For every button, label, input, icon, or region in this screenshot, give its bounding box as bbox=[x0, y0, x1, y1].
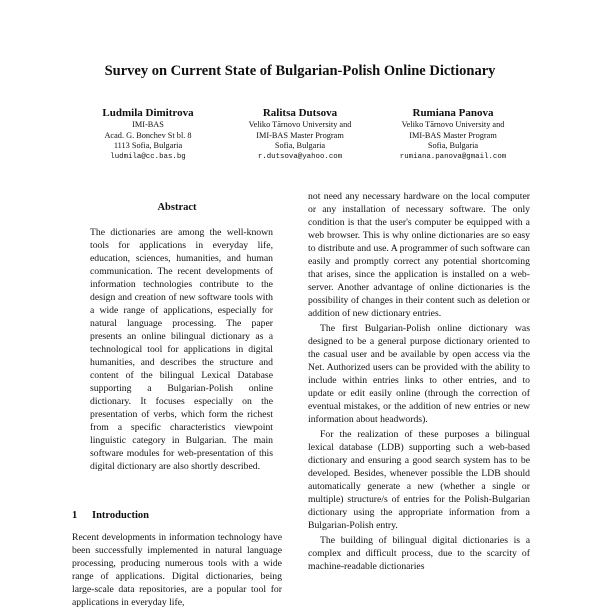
right-column bbox=[308, 190, 530, 573]
body-paragraph: The first Bulgarian-Polish online dictionary was designed to be a general purpose dictionary oriented to the casual user and be available by open access via the Net. Authorized users can be provided with the ability to include within entries links to other entries, and to update or edit easily online (through the correction of eventual mistakes, or the addition of new entries or new information about headwords). bbox=[308, 323, 530, 425]
body-paragraph: For the realization of these purposes a bilingual lexical database (LDB) supporting such a web-based dictionary and ensuring a good search system has to be developed. Besides, whenever possible the LDB should automatically generate a new (whether a single or multiple) structure/s of entries for the Polish-Bulgarian dictionary using the appropriate information from a Bulgarian-Polish entry. bbox=[308, 429, 530, 531]
author-program: IMI-BAS Master Program bbox=[256, 130, 344, 140]
author-email[interactable]: ludmila@cc.bas.bg bbox=[110, 152, 186, 161]
author-block-3 bbox=[363, 106, 543, 162]
author-affiliation: IMI-BAS bbox=[132, 120, 164, 129]
abstract-heading: Abstract bbox=[157, 202, 197, 213]
author-city: Sofia, Bulgaria bbox=[427, 141, 479, 150]
body-paragraph: The building of bilingual digital dictionaries is a complex and difficult process, due to the scarcity of machine-readable dictionaries bbox=[308, 535, 530, 572]
paper-title: Survey on Current State of Bulgarian-Polish Online Dictionary bbox=[104, 63, 496, 79]
section-number: 1 bbox=[72, 510, 78, 521]
intro-paragraph: Recent developments in information technology have been successfully implemented in natural language processing, producing numerous tools with a wide range of applications. Digital dictionaries, being large-scale data repositories, are a popular tool for applications in everyday life, bbox=[72, 532, 282, 608]
author-name: Ludmila Dimitrova bbox=[102, 107, 194, 119]
section-heading bbox=[72, 510, 149, 521]
author-city: Sofia, Bulgaria bbox=[274, 141, 326, 150]
author-city: 1113 Sofia, Bulgaria bbox=[113, 141, 183, 150]
body-paragraph: not need any necessary hardware on the local computer or any installation of necessary software. The only condition is that the user's computer be equipped with a web browser. This is why online dictionaries are so easy to distribute and use. A programmer of such software can easily and promptly correct any potential shortcoming that arises, since the application is installed on a web-server. Another advantage of online dictionaries is the possibility of changes in their content such as deletion or addition of new dictionary entries. bbox=[308, 191, 530, 319]
author-affiliation: Veliko Tārnovo University and bbox=[401, 120, 505, 129]
author-affiliation: Veliko Tārnovo University and bbox=[248, 120, 352, 129]
author-address: Acad. G. Bonchev St bl. 8 bbox=[104, 130, 192, 140]
author-name: Ralitsa Dutsova bbox=[262, 107, 338, 119]
abstract-text: The dictionaries are among the well-known tools for applications in everyday life, education, sciences, humanities, and human communication. The recent developments of information technologies contribute to the design and creation of new software tools with a wide range of applications, especially for natural language processing. The paper presents an online bilingual dictionary as a technological tool for applications in digital humanities, and describes the structure and content of the bilingual Lexical Database supporting a Bulgarian-Polish online dictionary. It focuses especially on the presentation of verbs, which form the richest from a specific characteristics viewpoint linguistic category in Bulgarian. The main software modules for web-presentation of this digital dictionary are also shortly described. bbox=[90, 227, 273, 472]
author-name: Rumiana Panova bbox=[412, 107, 494, 119]
author-email[interactable]: r.dutsova@yahoo.com bbox=[257, 152, 343, 161]
author-program: IMI-BAS Master Program bbox=[409, 130, 497, 140]
section-title: Introduction bbox=[92, 510, 149, 521]
author-email[interactable]: rumiana.panova@gmail.com bbox=[399, 152, 507, 161]
